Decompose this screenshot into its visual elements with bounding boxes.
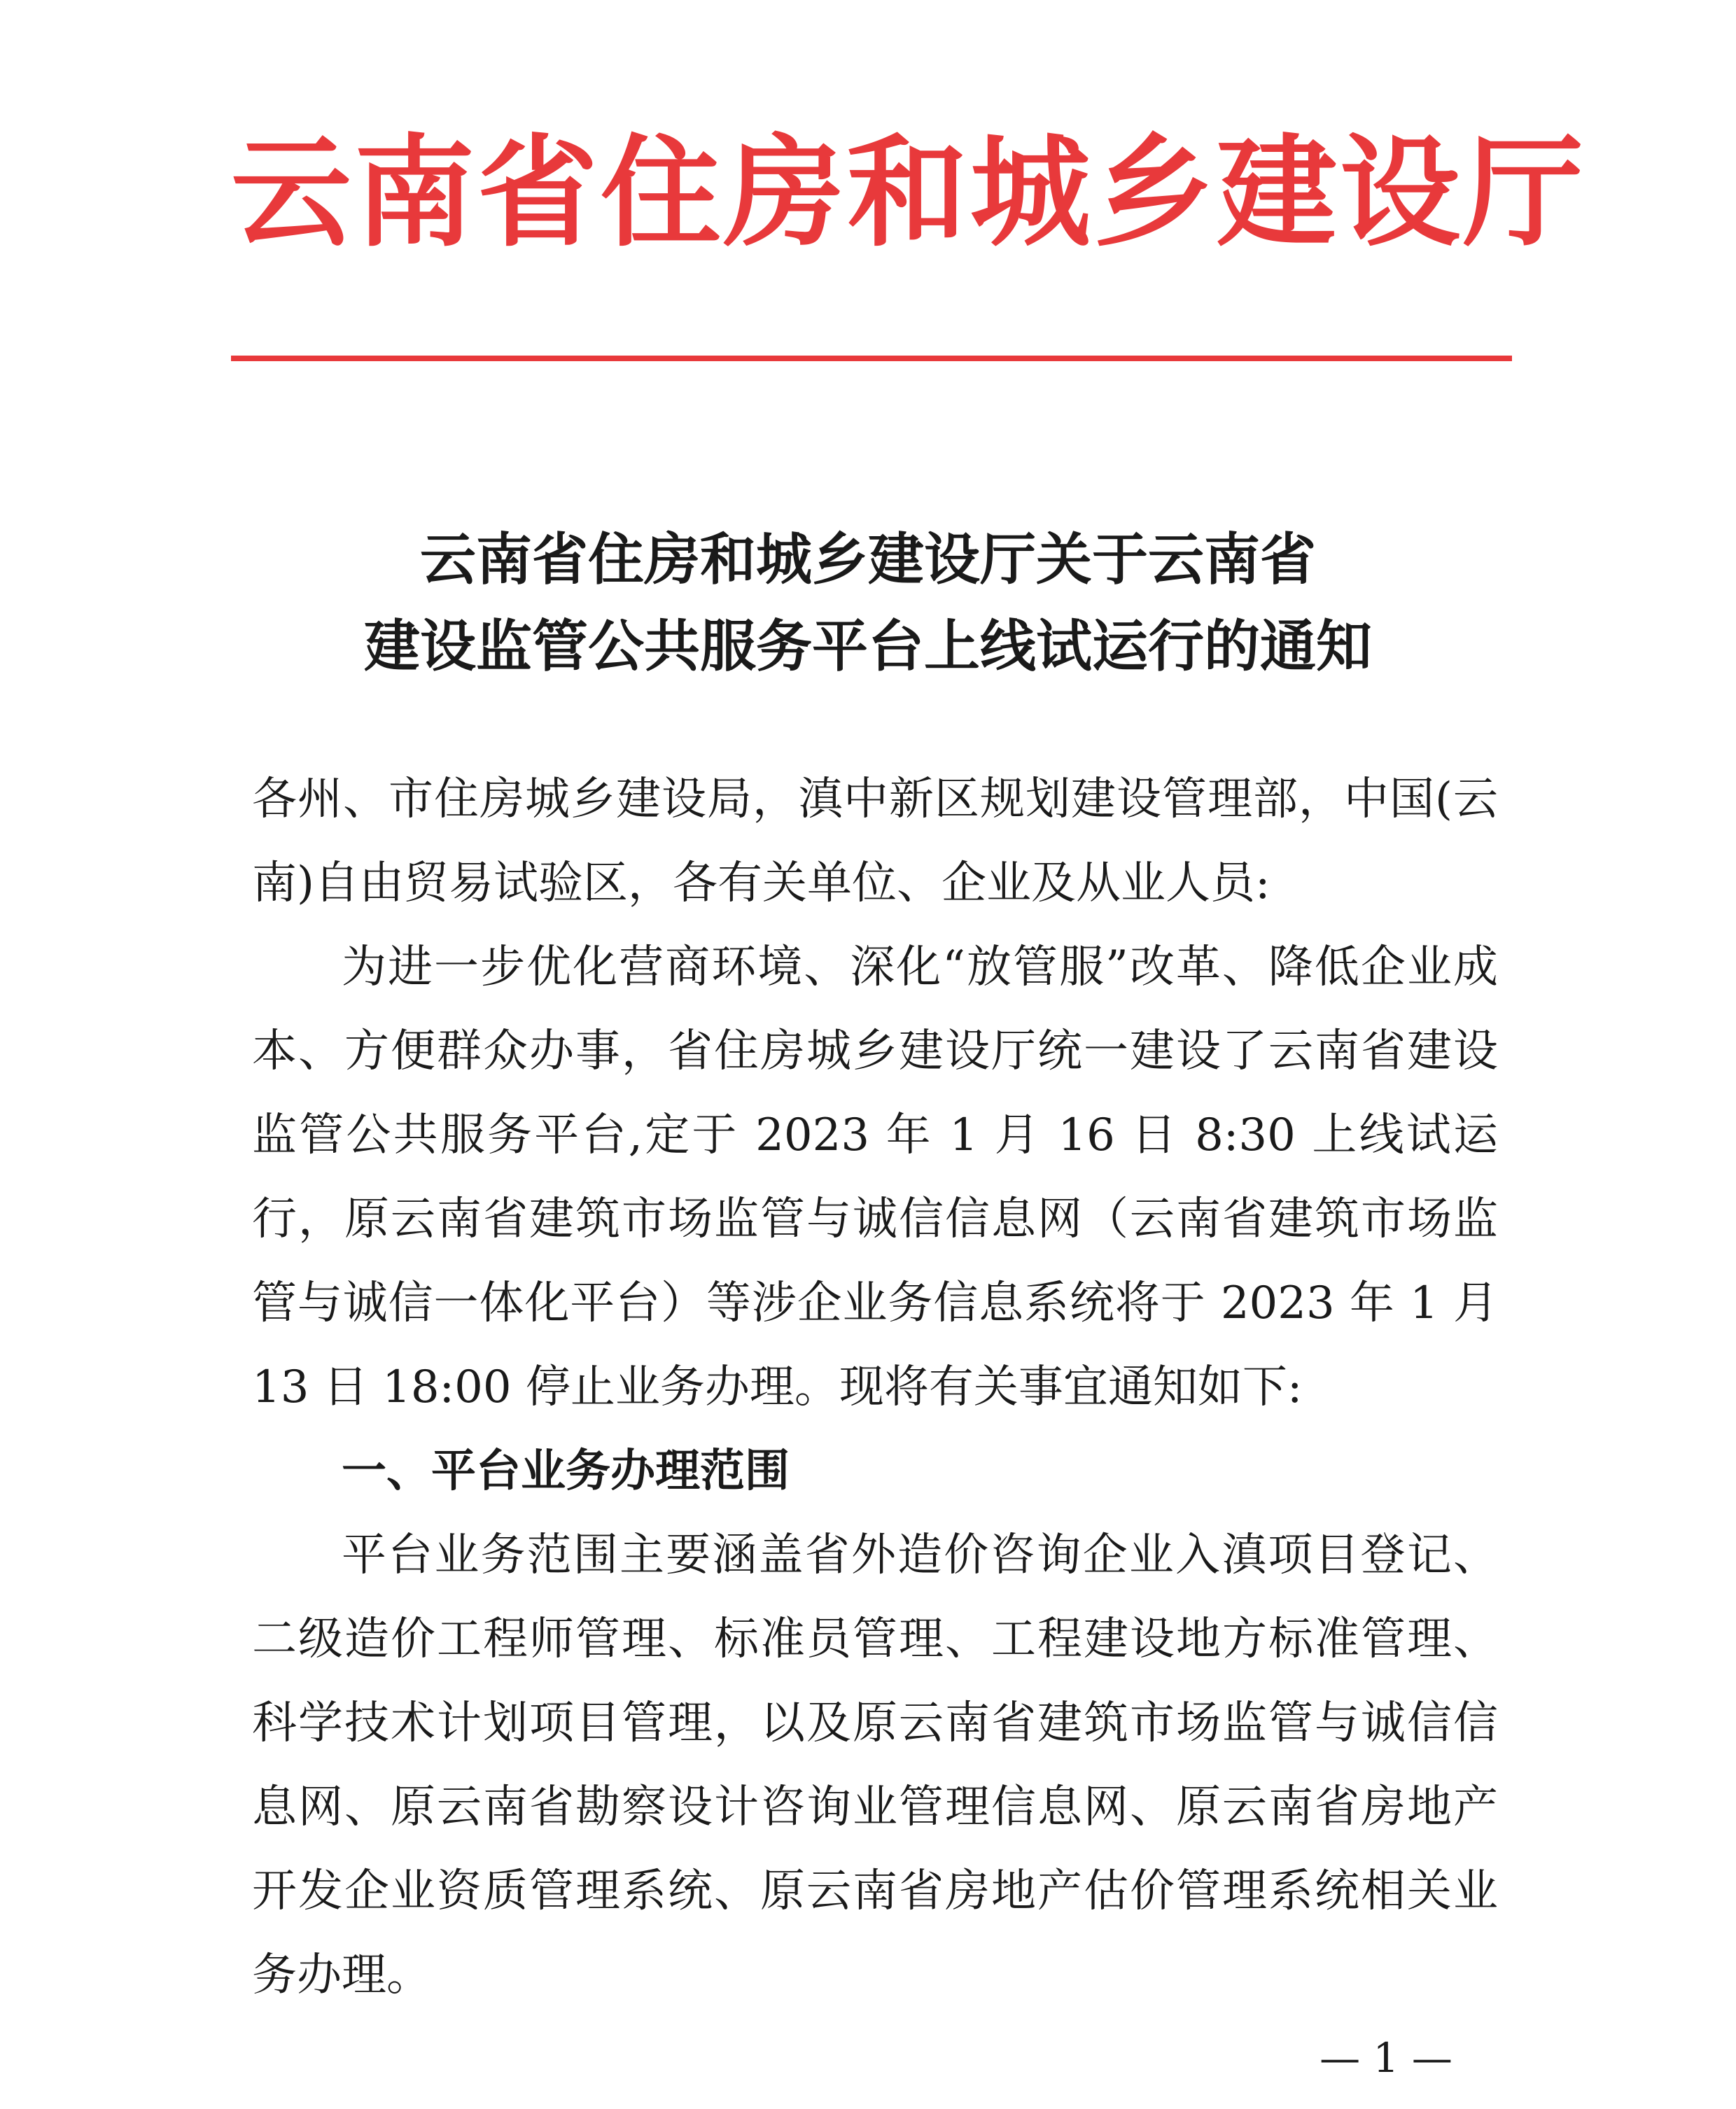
masthead-agency-name: 云南省住房和城乡建设厅 <box>231 121 1586 263</box>
recipients-paragraph: 各州、市住房城乡建设局，滇中新区规划建设管理部，中国(云南)自由贸易试验区，各有关单位、企业及从业人员: <box>252 773 1498 909</box>
page-number: — 1 — <box>1320 2034 1452 2082</box>
intro-paragraph: 为进一步优化营商环境、深化“放管服”改革、降低企业成本、方便群众办事，省住房城乡建设厅统一建设了云南省建设监管公共服务平台,定于 2023 年 1 月 16 日 8:30 上线试运行，原云南省建筑市场监管与诚信信息网（云南省建筑市场监管与诚信一体化平台）等涉企业务信息系统将于 2023 年 1 月 13 日 18:00 停止业务办理。现将有关事宜通知如下: <box>252 941 1498 1413</box>
notice-title-line-2: 建设监管公共服务平台上线试运行的通知 <box>364 614 1372 679</box>
notice-title <box>210 517 1526 690</box>
section-1-heading: 一、平台业务办理范围 <box>342 1445 790 1497</box>
notice-body <box>252 757 1498 2017</box>
notice-title-line-1: 云南省住房和城乡建设厅关于云南省 <box>420 527 1316 592</box>
section-1-paragraph: 平台业务范围主要涵盖省外造价咨询企业入滇项目登记、二级造价工程师管理、标准员管理、工程建设地方标准管理、科学技术计划项目管理，以及原云南省建筑市场监管与诚信信息网、原云南省勘察设计咨询业管理信息网、原云南省房地产开发企业资质管理系统、原云南省房地产估价管理系统相关业务办理。 <box>252 1529 1498 2001</box>
masthead-red-rule <box>231 356 1512 361</box>
